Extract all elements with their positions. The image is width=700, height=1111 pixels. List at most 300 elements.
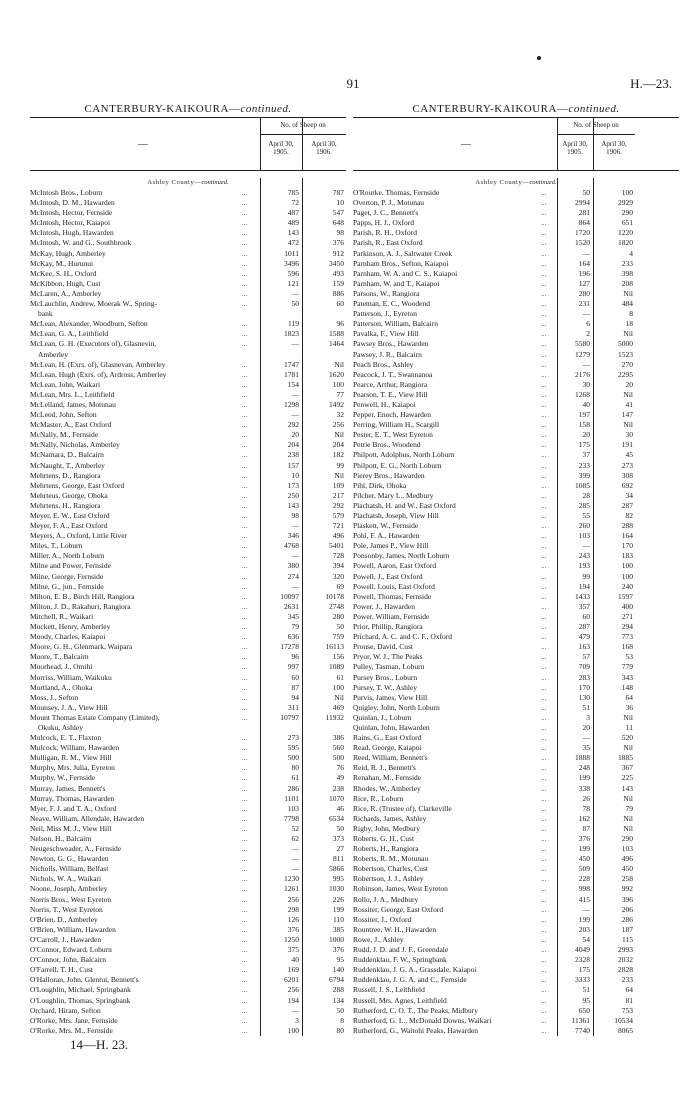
sheep-count-1906: Nil bbox=[623, 823, 633, 833]
owner-name: Murphy, Mrs. Julia, Eyreton bbox=[30, 763, 115, 773]
table-row bbox=[353, 259, 679, 269]
leader-dots: ... bbox=[541, 481, 547, 490]
owner-name: McIntosh, Hector, Fernside bbox=[30, 208, 113, 218]
owner-name: Nelson, H., Balcairn bbox=[30, 834, 92, 843]
sheep-count-1906: 3450 bbox=[329, 258, 344, 268]
sheep-count-1906: 560 bbox=[332, 743, 344, 753]
sheep-count-1905: 1250 bbox=[284, 934, 299, 944]
owner-name: Pawsey Bros., Hawarden bbox=[353, 339, 429, 349]
sheep-count-1906: Nil bbox=[623, 712, 633, 722]
sheep-count-1905: — bbox=[291, 410, 299, 420]
owner-name: Renahan, M., Fernside bbox=[353, 773, 422, 783]
left-column bbox=[30, 101, 346, 1036]
sheep-count-1906: 100 bbox=[621, 188, 633, 197]
sheep-count-1906: 320 bbox=[332, 571, 344, 581]
leader-dots: ... bbox=[541, 330, 547, 339]
sheep-count-1906: 1070 bbox=[329, 793, 344, 803]
table-row bbox=[353, 481, 679, 491]
leader-dots: ... bbox=[541, 784, 547, 793]
ink-mark bbox=[537, 56, 541, 60]
sheep-count-1905: 193 bbox=[578, 561, 590, 571]
sheep-count-1905: 2176 bbox=[575, 369, 590, 379]
leader-dots: ... bbox=[242, 289, 248, 298]
sheep-count-1906: 579 bbox=[332, 511, 344, 520]
leader-dots: ... bbox=[242, 411, 248, 420]
owner-name: Richards, James, Ashley bbox=[353, 813, 427, 823]
table-row bbox=[353, 319, 679, 329]
sheep-count-1905: — bbox=[291, 581, 299, 591]
table-row bbox=[30, 794, 346, 804]
sheep-count-1905: 20 bbox=[291, 430, 299, 440]
owner-name: Pester, E. T., West Eyreton bbox=[353, 430, 433, 440]
table-row bbox=[353, 410, 679, 420]
owner-name: Mehrteus, George, Ohoka bbox=[30, 490, 108, 500]
table-row bbox=[30, 218, 346, 228]
owner-name: Mockett, Henry, Amberley bbox=[30, 622, 111, 632]
owner-name: Rigby, John, Medbury bbox=[353, 823, 421, 833]
sheep-count-1905: 280 bbox=[578, 288, 590, 298]
sheep-count-1905: 2328 bbox=[575, 955, 590, 965]
table-row bbox=[30, 925, 346, 935]
leader-dots: ... bbox=[242, 824, 248, 833]
table-row bbox=[353, 249, 679, 259]
sheep-count-1905: 346 bbox=[287, 531, 299, 541]
owner-name: Russell, J. S., Leithfield bbox=[353, 985, 425, 995]
sheep-count-1905: 50 bbox=[291, 299, 299, 309]
sheep-count-1905: 399 bbox=[578, 470, 590, 480]
leader-dots: ... bbox=[242, 663, 248, 672]
sheep-count-1905: 338 bbox=[578, 783, 590, 793]
table-row bbox=[30, 400, 346, 410]
table-row bbox=[30, 945, 346, 955]
table-row bbox=[353, 693, 679, 703]
section-title: CANTERBURY-KAIKOURA— bbox=[412, 103, 569, 115]
leader-dots: ... bbox=[541, 653, 547, 662]
table-row bbox=[30, 1016, 346, 1026]
sheep-count-1906: 651 bbox=[621, 218, 633, 228]
owner-name: Ponsonby, James, North Loburn bbox=[353, 551, 450, 561]
table-row bbox=[353, 1006, 679, 1016]
county-heading: Ashley County—continued. bbox=[147, 179, 229, 186]
sheep-count-1905: 1433 bbox=[575, 591, 590, 601]
owner-name: Amberley bbox=[38, 349, 68, 359]
table-row bbox=[353, 572, 679, 582]
leader-dots: ... bbox=[541, 814, 547, 823]
sheep-count-1905: 119 bbox=[288, 319, 299, 329]
leader-dots: ... bbox=[541, 1006, 547, 1015]
sheep-count-1906: Nil bbox=[623, 329, 633, 339]
sheep-count-1906: 61 bbox=[336, 672, 344, 682]
owner-name: Mortland, A., Ohoka bbox=[30, 682, 93, 692]
sheep-count-1905: 5580 bbox=[575, 339, 590, 349]
sheep-count-1905: 375 bbox=[287, 945, 299, 955]
sheep-count-1906: 469 bbox=[332, 702, 344, 712]
sheep-count-1906: 5866 bbox=[329, 864, 344, 874]
sheep-count-1905: 199 bbox=[578, 773, 590, 783]
leader-dots: ... bbox=[541, 471, 547, 480]
owner-name: Rossiter, George, East Oxford bbox=[353, 904, 444, 914]
table-row bbox=[30, 572, 346, 582]
leader-dots: ... bbox=[541, 824, 547, 833]
sheep-count-1906: 34 bbox=[625, 490, 633, 500]
table-row bbox=[30, 703, 346, 713]
sheep-count-1906: 30 bbox=[625, 430, 633, 440]
sheep-count-1906: 396 bbox=[621, 894, 633, 904]
owner-name: Pursey Bros., Loburn bbox=[353, 672, 418, 682]
sheep-count-1905: 1720 bbox=[575, 228, 590, 238]
owner-name: Rowe, J., Ashley bbox=[353, 934, 404, 944]
sheep-count-1906: 49 bbox=[336, 773, 344, 783]
owner-name: Parsons, W., Rangiora bbox=[353, 288, 420, 298]
sheep-count-1905: — bbox=[582, 309, 590, 319]
section-title-continued: continued. bbox=[240, 103, 292, 115]
name-column-header: — bbox=[461, 139, 471, 150]
sheep-count-1905: 17278 bbox=[280, 642, 299, 652]
sheep-count-1906: 1597 bbox=[618, 591, 633, 601]
leader-dots: ... bbox=[541, 673, 547, 682]
sheep-count-1905: 28 bbox=[582, 490, 590, 500]
sheep-count-1906: 11932 bbox=[325, 712, 344, 722]
owner-name: Moss, J., Sefton bbox=[30, 692, 79, 702]
sheep-count-1905: 2994 bbox=[575, 198, 590, 208]
sheep-count-1906: 143 bbox=[621, 783, 633, 793]
table-row bbox=[353, 198, 679, 208]
leader-dots: ... bbox=[242, 532, 248, 541]
owner-name: Parish, R. H., Oxford bbox=[353, 228, 417, 238]
sheep-count-1905: 87 bbox=[582, 823, 590, 833]
owner-name: McLean, John, Waikari bbox=[30, 379, 101, 389]
sheep-count-1905: 199 bbox=[578, 914, 590, 924]
owner-name: Ruddenklau, J. G. A., Grassdale, Kaiapoi bbox=[353, 965, 477, 975]
leader-dots: ... bbox=[242, 814, 248, 823]
sheep-count-1906: 343 bbox=[621, 672, 633, 682]
table-row bbox=[30, 299, 346, 309]
sheep-count-1905: 100 bbox=[287, 1025, 299, 1035]
leader-dots: ... bbox=[541, 855, 547, 864]
sheep-count-1906: 779 bbox=[621, 662, 633, 672]
table-row bbox=[30, 996, 346, 1006]
owner-name: Russell, Mrs. Agnes, Leithfield bbox=[353, 995, 447, 1005]
table-row bbox=[353, 531, 679, 541]
leader-dots: ... bbox=[242, 966, 248, 975]
sheep-count-1905: 1261 bbox=[284, 884, 299, 894]
leader-dots: ... bbox=[541, 289, 547, 298]
owner-name: Myer, F. J. and T. A., Oxford bbox=[30, 803, 117, 813]
sheep-count-1905: 450 bbox=[578, 854, 590, 864]
leader-dots: ... bbox=[242, 804, 248, 813]
table-row bbox=[353, 794, 679, 804]
table-row bbox=[353, 773, 679, 783]
leader-dots: ... bbox=[541, 835, 547, 843]
sheep-count-1906: 79 bbox=[625, 803, 633, 813]
leader-dots: ... bbox=[541, 189, 547, 197]
right-column-title bbox=[353, 101, 679, 117]
table-row bbox=[30, 511, 346, 521]
sheep-count-1905: 126 bbox=[287, 914, 299, 924]
table-row bbox=[353, 350, 679, 360]
sheep-count-1905: 40 bbox=[582, 399, 590, 409]
sheep-count-1906: 886 bbox=[332, 288, 344, 298]
sheep-count-1906: Nil bbox=[334, 430, 344, 440]
sheep-count-1905: 233 bbox=[578, 460, 590, 470]
owner-name: Milton, E. B., Birch Hill, Rangiora bbox=[30, 591, 135, 601]
leader-dots: ... bbox=[242, 592, 248, 601]
table-row bbox=[30, 804, 346, 814]
leader-dots: ... bbox=[242, 875, 248, 884]
leader-dots: ... bbox=[242, 754, 248, 763]
sheep-count-1905: 199 bbox=[578, 844, 590, 854]
leader-dots: ... bbox=[541, 703, 547, 712]
table-row bbox=[30, 561, 346, 571]
sheep-count-1905: 479 bbox=[578, 632, 590, 642]
sheep-count-1906: 385 bbox=[332, 924, 344, 934]
section-title: CANTERBURY-KAIKOURA— bbox=[84, 103, 241, 115]
sheep-count-1906: 100 bbox=[332, 379, 344, 389]
leader-dots: ... bbox=[242, 199, 248, 208]
sheep-count-1906: Nil bbox=[623, 743, 633, 753]
owner-name: Powell, J., East Oxford bbox=[353, 571, 423, 581]
sheep-count-1905: 26 bbox=[582, 793, 590, 803]
owner-name: Mounsey, J. A., View Hill bbox=[30, 702, 108, 712]
sheep-count-1905: 99 bbox=[582, 571, 590, 581]
leader-dots: ... bbox=[242, 1006, 248, 1015]
leader-dots: ... bbox=[541, 754, 547, 763]
sheep-count-1905: 3 bbox=[295, 1015, 299, 1025]
sheep-count-1906: 2032 bbox=[618, 955, 633, 965]
leader-dots: ... bbox=[242, 885, 248, 894]
table-row bbox=[30, 622, 346, 632]
table-row bbox=[30, 420, 346, 430]
sheep-count-1906: Nil bbox=[623, 793, 633, 803]
leader-dots: ... bbox=[541, 875, 547, 884]
owner-name: Prior, Phillip, Rangiora bbox=[353, 622, 423, 632]
leader-dots: ... bbox=[242, 895, 248, 904]
leader-dots: ... bbox=[242, 330, 248, 339]
owner-name: Rudd, J. D. and J. F., Greendale bbox=[353, 945, 449, 955]
table-row bbox=[30, 249, 346, 259]
leader-dots: ... bbox=[242, 512, 248, 520]
leader-dots: ... bbox=[242, 794, 248, 803]
owner-name: McLean, G. A., Leithfield bbox=[30, 329, 109, 339]
sheep-count-1905: 204 bbox=[287, 440, 299, 450]
leader-dots: ... bbox=[242, 582, 248, 591]
table-row bbox=[30, 864, 346, 874]
owner-name: McIntosh, Hector, Kaiapoi bbox=[30, 218, 111, 228]
leader-dots: ... bbox=[541, 602, 547, 611]
table-header bbox=[30, 117, 346, 171]
sheep-count-1906: 208 bbox=[621, 278, 633, 288]
sheep-count-1906: 182 bbox=[332, 450, 344, 460]
table-row bbox=[353, 965, 679, 975]
sheep-count-1906: 484 bbox=[621, 299, 633, 309]
sheep-count-1905: 37 bbox=[582, 450, 590, 460]
owner-name: O'Rorke, Mrs. M., Fernside bbox=[30, 1025, 113, 1035]
table-row bbox=[353, 289, 679, 299]
leader-dots: ... bbox=[242, 451, 248, 460]
sheep-count-1905: — bbox=[291, 288, 299, 298]
left-table-body bbox=[30, 178, 346, 1036]
sheep-count-1906: 10 bbox=[336, 198, 344, 208]
table-row bbox=[30, 198, 346, 208]
table-row bbox=[353, 713, 679, 723]
owner-name: McKay, M., Hurunui bbox=[30, 258, 94, 268]
sheep-count-1906: 11 bbox=[625, 722, 633, 732]
table-row bbox=[30, 673, 346, 683]
sheep-count-1905: — bbox=[582, 541, 590, 551]
sheep-count-1906: 115 bbox=[622, 934, 633, 944]
owner-name: Rutherford, G., Waitohi Peaks, Hawarden bbox=[353, 1025, 479, 1035]
sheep-count-1906: 100 bbox=[332, 682, 344, 692]
owner-name: Robertson, Charles, Cust bbox=[353, 864, 428, 874]
table-row bbox=[30, 319, 346, 329]
sheep-count-1905: 51 bbox=[582, 985, 590, 995]
sheep-count-1906: 233 bbox=[621, 258, 633, 268]
sheep-count-1905: 10797 bbox=[280, 712, 299, 722]
owner-name: Rains, G., East Oxford bbox=[353, 733, 422, 743]
leader-dots: ... bbox=[242, 986, 248, 995]
sheep-count-1906: Nil bbox=[623, 813, 633, 823]
sheep-count-1905: 1823 bbox=[284, 329, 299, 339]
table-row bbox=[353, 612, 679, 622]
sheep-count-1906: 36 bbox=[625, 702, 633, 712]
owner-name: Mulcock, E. T., Flaxton bbox=[30, 733, 102, 743]
sheep-count-1906: 273 bbox=[621, 460, 633, 470]
table-row bbox=[353, 985, 679, 995]
table-row bbox=[353, 461, 679, 471]
table-row bbox=[30, 450, 346, 460]
leader-dots: ... bbox=[242, 552, 248, 561]
sheep-count-1905: 95 bbox=[582, 995, 590, 1005]
sheep-count-1905: 376 bbox=[578, 834, 590, 843]
table-row bbox=[30, 602, 346, 612]
table-row bbox=[353, 784, 679, 794]
owner-name: Pohl, F. A., Hawarden bbox=[353, 531, 420, 541]
sheep-count-1905: — bbox=[291, 521, 299, 531]
sheep-count-1906: 759 bbox=[332, 632, 344, 642]
owner-name: McLean, Mrs. L., Leithfield bbox=[30, 389, 115, 399]
leader-dots: ... bbox=[541, 723, 547, 732]
owner-name: McNally, M., Fernside bbox=[30, 430, 99, 440]
owner-name: McIntosh Bros., Loburn bbox=[30, 188, 103, 197]
leader-dots: ... bbox=[242, 956, 248, 965]
sheep-count-1906: 41 bbox=[625, 399, 633, 409]
leader-dots: ... bbox=[541, 1016, 547, 1025]
table-row bbox=[30, 380, 346, 390]
sheep-count-1905: 7798 bbox=[284, 813, 299, 823]
owner-name: Roberts, H., Rangiora bbox=[353, 844, 419, 854]
table-row bbox=[30, 884, 346, 894]
leader-dots: ... bbox=[541, 1026, 547, 1035]
sheep-count-1905: 40 bbox=[291, 955, 299, 965]
leader-dots: ... bbox=[242, 340, 248, 349]
table-row bbox=[30, 188, 346, 198]
leader-dots: ... bbox=[541, 683, 547, 692]
sheep-count-1906: 64 bbox=[625, 985, 633, 995]
sheep-count-1906: 290 bbox=[621, 834, 633, 843]
owner-name: McLelland, James, Motunau bbox=[30, 399, 116, 409]
sheep-count-1906: 1492 bbox=[329, 399, 344, 409]
owner-name: Okuku, Ashley bbox=[38, 722, 83, 732]
document-reference: H.—23. bbox=[630, 76, 672, 91]
sheep-count-1905: 87 bbox=[291, 682, 299, 692]
owner-name: Patterson, J., Eyreton bbox=[353, 309, 417, 319]
owner-name: Mount Thomas Estate Company (Limited), bbox=[30, 712, 160, 722]
sheep-count-1905: 194 bbox=[287, 995, 299, 1005]
table-row bbox=[353, 561, 679, 571]
sheep-count-1905: 103 bbox=[578, 531, 590, 541]
sheep-count-1906: 280 bbox=[332, 611, 344, 621]
table-row bbox=[30, 784, 346, 794]
sheep-count-1905: 175 bbox=[578, 440, 590, 450]
sheep-count-1905: 2 bbox=[586, 329, 590, 339]
sheep-count-1906: Nil bbox=[334, 359, 344, 369]
page-number: 91 bbox=[346, 76, 360, 91]
leader-dots: ... bbox=[541, 915, 547, 924]
table-row bbox=[353, 622, 679, 632]
section-title-continued: continued. bbox=[568, 103, 620, 115]
owner-name: Perring, William H., Scargill bbox=[353, 420, 440, 430]
sheep-count-1906: 191 bbox=[621, 440, 633, 450]
sheep-count-1905: 103 bbox=[287, 803, 299, 813]
leader-dots: ... bbox=[541, 794, 547, 803]
table-row bbox=[30, 521, 346, 531]
owner-name: Moorhead, J., Omihi bbox=[30, 662, 93, 672]
table-row bbox=[353, 390, 679, 400]
owner-name: Milne and Power, Fernside bbox=[30, 561, 111, 571]
sheep-count-1906: 95 bbox=[336, 955, 344, 965]
sheep-count-1905: 292 bbox=[287, 420, 299, 430]
sheep-count-1906: 69 bbox=[336, 581, 344, 591]
leader-dots: ... bbox=[242, 380, 248, 389]
sheep-count-1906: 1820 bbox=[618, 238, 633, 248]
sheep-count-1906: 18 bbox=[625, 319, 633, 329]
table-row bbox=[353, 632, 679, 642]
table-row bbox=[353, 329, 679, 339]
leader-dots: ... bbox=[541, 572, 547, 581]
owner-name: Neave, William, Allendale, Hawarden bbox=[30, 813, 145, 823]
leader-dots: ... bbox=[541, 612, 547, 621]
leader-dots: ... bbox=[242, 1016, 248, 1025]
leader-dots: ... bbox=[541, 956, 547, 965]
sheep-count-1905: 500 bbox=[287, 753, 299, 763]
leader-dots: ... bbox=[242, 189, 248, 197]
leader-dots: ... bbox=[541, 895, 547, 904]
sheep-count-1905: 127 bbox=[578, 278, 590, 288]
table-row bbox=[353, 975, 679, 985]
year-1906-header: April 30, 1906. bbox=[601, 140, 627, 156]
table-row bbox=[353, 471, 679, 481]
owner-name: Rutherford, C. O. T., The Peaks, Midbury bbox=[353, 1005, 478, 1015]
leader-dots: ... bbox=[242, 522, 248, 531]
leader-dots: ... bbox=[541, 491, 547, 500]
sheep-count-1906: 288 bbox=[621, 521, 633, 531]
sheep-count-1906: 308 bbox=[621, 470, 633, 480]
sheep-count-1905: 157 bbox=[287, 460, 299, 470]
sheep-count-1905: 158 bbox=[578, 420, 590, 430]
leader-dots: ... bbox=[242, 835, 248, 843]
sheep-count-1905: 2631 bbox=[284, 601, 299, 611]
sheep-count-1906: 992 bbox=[621, 884, 633, 894]
sheep-count-1906: 156 bbox=[332, 652, 344, 662]
sheep-count-1906: 450 bbox=[621, 864, 633, 874]
leader-dots: ... bbox=[541, 693, 547, 702]
leader-dots: ... bbox=[541, 219, 547, 228]
sheep-count-1906: 496 bbox=[332, 531, 344, 541]
leader-dots: ... bbox=[242, 269, 248, 278]
table-row bbox=[353, 309, 679, 319]
sheep-count-1906: 46 bbox=[336, 803, 344, 813]
leader-dots: ... bbox=[242, 643, 248, 652]
